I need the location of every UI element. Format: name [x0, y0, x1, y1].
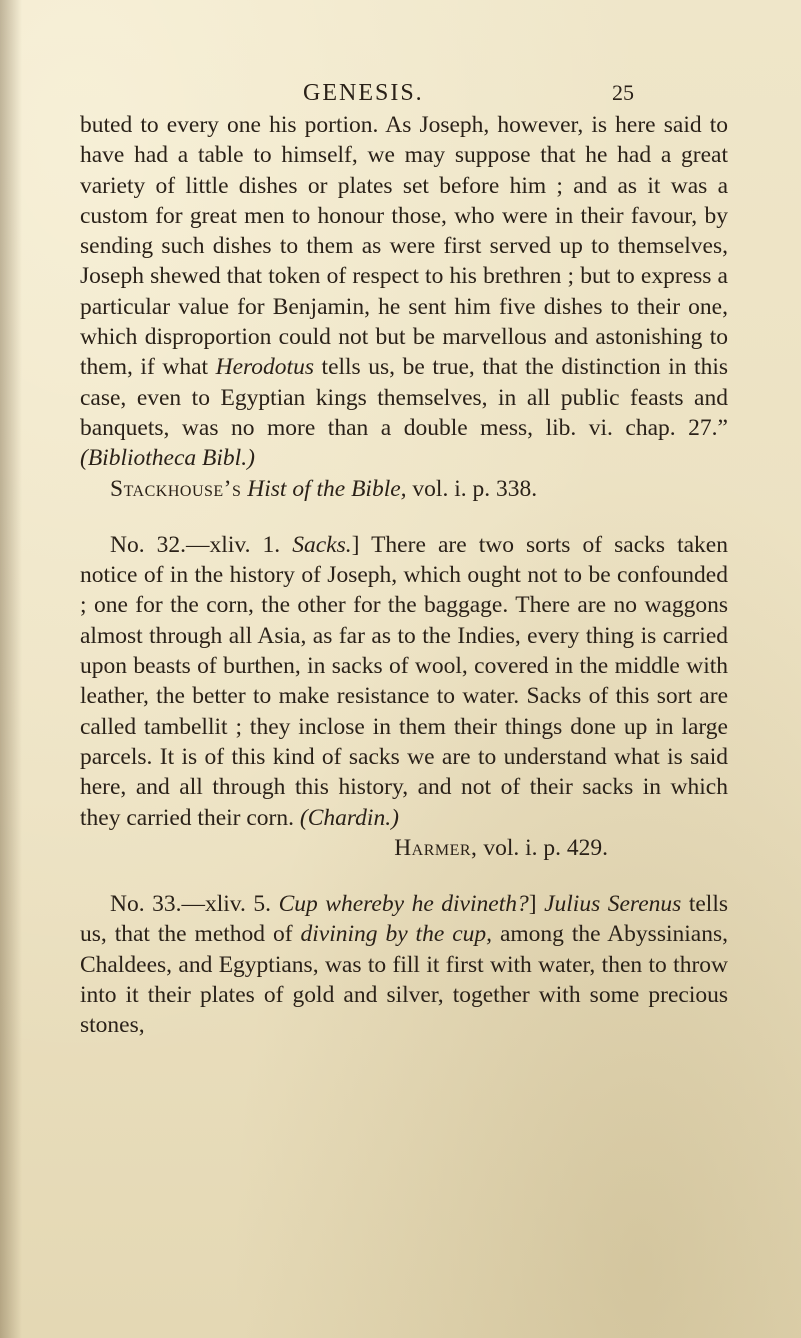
stackhouse-citation [80, 474, 728, 504]
paragraph-3 [80, 889, 728, 1040]
stackhouse-title: Hist of the Bible, [247, 475, 407, 502]
paragraph-2 [80, 530, 728, 833]
cup-heading: Cup whereby he divineth? [278, 891, 529, 918]
paragraph-2-text: ] There are two sorts of sacks taken notice of in the history of Joseph, which ought not to be confounded ; one for the corn, the other for the baggage. There are no waggons almost through all Asia, as far as to the Indies, every thing is carried upon beasts of burthen, in sacks of wool, covered in the middle with leather, the better to make resistance to water. Sacks of this sort are called tambellit ; they inclose in them their things done up in large parcels. It is of this kind of sacks we are to understand what is said here, and all through this history, and not of their sacks in which they carried their corn. [80, 531, 728, 831]
body-text [80, 110, 728, 1041]
paragraph-1-text-a: buted to every one his portion. As Joseph, however, is here said to have had a table to himself, we may suppose that he had a great variety of little dishes or plates set before him ; and as it was a custom for great men to honour those, who were in their favour, by sending such dishes to them as were first served up to themselves, Joseph shewed that token of respect to his brethren ; but to express a particular value for Benjamin, he sent him five dishes to their one, which disproportion could not but be marvellous and astonishing to them, if what [80, 112, 728, 381]
julius-serenus: Julius Serenus [544, 891, 682, 918]
divining-italic: divining by the cup, [300, 921, 493, 948]
stackhouse-ref: vol. i. p. 338. [406, 475, 538, 502]
chardin-citation: (Chardin.) [299, 804, 399, 831]
paragraph-3-bracket: ] [528, 891, 545, 918]
paragraph-1-text-b: tells us, be true, that the distinction in this case, even to Egyptian kings themselves, in all public feasts and banquets, was no more than a double mess, lib. vi. chap. 27.” [80, 354, 728, 441]
herodotus-italic: Herodotus [215, 354, 314, 381]
sacks-heading: Sacks. [292, 531, 352, 558]
harmer-author: Harmer, [394, 834, 478, 861]
harmer-citation [80, 833, 728, 863]
running-title: GENESIS. [303, 80, 424, 106]
page-shadow-edge [0, 0, 22, 1338]
stackhouse-author: Stackhouse’s [110, 475, 242, 502]
paragraph-3-text-b: among the Abyssinians, Chaldees, and Egyptians, was to fill it first with water, then to throw into it their plates of gold and silver, together with some precious stones, [80, 921, 728, 1039]
paragraph-2-lead: No. 32.—xliv. 1. [110, 531, 293, 558]
paragraph-3-lead: No. 33.—xliv. 5. [110, 891, 279, 918]
paragraph-gap [80, 504, 728, 530]
bibliotheca-citation: (Bibliotheca Bibl.) [80, 445, 255, 472]
paragraph-1 [80, 110, 728, 474]
running-head [0, 80, 801, 112]
paragraph-gap [80, 863, 728, 889]
paragraph-3-text-a: tells us, that the method of [80, 891, 728, 948]
page-number: 25 [612, 80, 634, 105]
harmer-ref: vol. i. p. 429. [477, 834, 608, 861]
